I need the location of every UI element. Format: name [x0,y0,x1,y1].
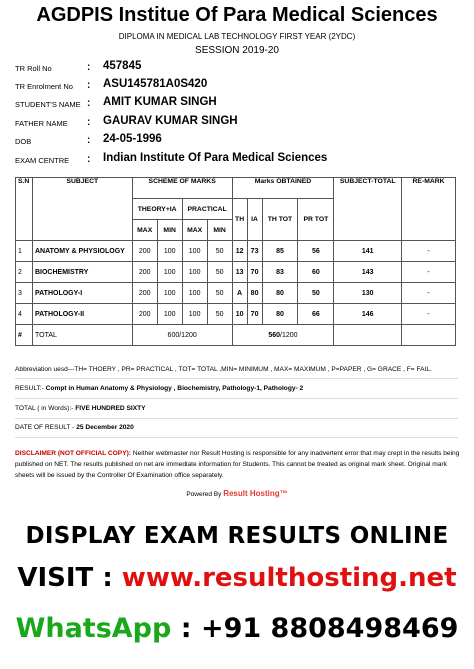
cell-pmin: 50 [207,262,232,283]
date-of-result-line [15,424,134,431]
total-words-line [15,405,146,412]
total-words-label: TOTAL ( in Words):- [15,405,74,412]
info-label: TR Roll No [15,64,52,73]
cell-total [334,325,402,346]
cell-tmax: 200 [132,241,157,262]
cell-subject: PATHOLOGY-I [32,283,132,304]
course-name: DIPLOMA IN MEDICAL LAB TECHNOLOGY FIRST YEAR (2YDC) [118,32,356,41]
info-value: 457845 [103,60,142,72]
cell-pmax: 100 [182,241,207,262]
result-line [15,385,303,392]
col-theory-min: MIN [157,220,182,241]
powered-by [0,489,474,498]
col-th: TH [232,199,247,241]
result-hosting-logo: Result Hosting™ [223,489,288,498]
col-subject-total: SUBJECT-TOTAL [334,178,402,241]
divider [15,398,458,399]
divider [15,378,458,379]
info-value: 24-05-1996 [103,133,162,145]
cell-pmin: 50 [207,241,232,262]
cell-subject: ANATOMY & PHYSIOLOGY [32,241,132,262]
col-theory-ia: THEORY+IA [132,199,182,220]
promo-whatsapp [0,613,474,644]
cell-pmax: 100 [182,262,207,283]
info-roll [15,60,455,78]
info-enrolment [15,78,455,96]
cell-remark [402,325,456,346]
cell-tmax: 200 [132,262,157,283]
col-pr-tot: PR TOT [298,199,334,241]
col-practical-max: MAX [182,220,207,241]
col-practical-min: MIN [207,220,232,241]
cell-remark: - [402,304,456,325]
cell-th-tot: 85 [262,241,298,262]
disclaimer [15,448,460,481]
cell-ia: 80 [247,283,262,304]
col-theory-max: MAX [132,220,157,241]
whatsapp-number: : +91 8808498469 [171,613,459,644]
cell-tmin: 100 [157,304,182,325]
info-label: DOB [15,137,32,146]
cell-total: 146 [334,304,402,325]
disclaimer-label: DISCLAIMER (NOT OFFICIAL COPY): [15,450,131,457]
col-scheme: SCHEME OF MARKS [132,178,232,199]
total-scheme: 600/1200 [132,325,232,346]
result-label: RESULT:- [15,385,44,392]
col-obtained: Marks OBTAINED [232,178,334,199]
total-obtained-max: /1200 [280,331,298,339]
cell-sn: 1 [16,241,33,262]
info-colon: : [87,154,91,165]
cell-pmax: 100 [182,304,207,325]
cell-pr-tot: 60 [298,262,334,283]
cell-subject: BIOCHEMISTRY [32,262,132,283]
cell-total: 141 [334,241,402,262]
info-colon: : [87,98,91,109]
col-sn: S.N [16,178,33,241]
powered-label: Powered By [186,491,222,498]
cell-th: 13 [232,262,247,283]
cell-pmax: 100 [182,283,207,304]
info-father-name [15,115,455,133]
cell-tmin: 100 [157,283,182,304]
cell-th: 10 [232,304,247,325]
table-row [16,304,456,325]
date-label: DATE OF RESULT - [15,424,75,431]
cell-ia: 70 [247,262,262,283]
cell-pmin: 50 [207,283,232,304]
info-student-name [15,96,455,114]
promo-headline: DISPLAY EXAM RESULTS ONLINE [25,523,449,549]
info-colon: : [87,62,91,73]
cell-pr-tot: 50 [298,283,334,304]
promo-visit [0,563,474,593]
info-label: FATHER NAME [15,119,68,128]
result-value: Compt in Human Anatomy & Physiology , Biochemistry, Pathology-1, Pathology- 2 [45,385,304,392]
info-value: GAURAV KUMAR SINGH [103,115,238,127]
table-row [16,241,456,262]
date-value: 25 December 2020 [76,424,134,431]
cell-remark: - [402,241,456,262]
cell-ia: 73 [247,241,262,262]
info-dob [15,133,455,151]
cell-sn: 3 [16,283,33,304]
info-value: Indian Institute Of Para Medical Sciences [103,152,328,164]
cell-pr-tot: 66 [298,304,334,325]
divider [15,437,458,438]
cell-tmax: 200 [132,304,157,325]
cell-th-tot: 80 [262,304,298,325]
session: SESSION 2019-20 [195,45,279,56]
info-colon: : [87,117,91,128]
table-row [16,283,456,304]
cell-sn: 4 [16,304,33,325]
col-practical: PRACTICAL [182,199,232,220]
col-th-tot: TH TOT [262,199,298,241]
info-colon: : [87,80,91,91]
cell-tmin: 100 [157,262,182,283]
cell-th-tot: 80 [262,283,298,304]
cell-ia: 70 [247,304,262,325]
total-label: TOTAL [32,325,132,346]
col-subject: SUBJECT [32,178,132,241]
info-colon: : [87,135,91,146]
total-obtained-value: 560 [268,331,281,339]
total-row [16,325,456,346]
cell-th: 12 [232,241,247,262]
abbreviation-note: Abbreviation uesd---TH= THOERY , PR= PRACTICAL , TOT= TOTAL ,MIN= MINIMUM , MAX= MAXIMUM , P=PAPER , G= GRACE , F= FAIL. [15,366,432,373]
info-exam-centre [15,152,455,170]
cell-pr-tot: 56 [298,241,334,262]
col-ia: IA [247,199,262,241]
col-remark: RE-MARK [402,178,456,241]
cell-pmin: 50 [207,304,232,325]
total-obtained [232,325,334,346]
info-value: ASU145781A0S420 [103,78,208,90]
cell-remark: - [402,262,456,283]
cell-remark: - [402,283,456,304]
info-value: AMIT KUMAR SINGH [103,96,217,108]
info-label: STUDENT'S NAME [15,100,81,109]
cell-tmax: 200 [132,283,157,304]
info-label: TR Enrolment No [15,82,73,91]
whatsapp-label: WhatsApp [15,613,172,644]
website-link[interactable]: www.resulthosting.net [121,563,457,593]
cell-total: 143 [334,262,402,283]
info-label: EXAM CENTRE [15,156,70,165]
visit-label: VISIT : [17,563,122,593]
cell-subject: PATHOLOGY-II [32,304,132,325]
divider [15,418,458,419]
total-words-value: FIVE HUNDRED SIXTY [75,405,146,412]
cell-th-tot: 83 [262,262,298,283]
cell-total: 130 [334,283,402,304]
cell-tmin: 100 [157,241,182,262]
cell-th: A [232,283,247,304]
cell-sn: # [16,325,33,346]
cell-sn: 2 [16,262,33,283]
marks-table [15,177,456,346]
table-row [16,262,456,283]
disclaimer-text: Neither webmaster nor Result Hosting is responsible for any inadvertent error that may crept in the results being published on NET. The results published on net are immediate information for Students. This cannot be treated as original mark sheet. Original mark sheets will be issued by the Controller Of Examination office separately. [15,450,460,479]
institute-title: AGDPIS Institue Of Para Medical Sciences [36,4,438,26]
